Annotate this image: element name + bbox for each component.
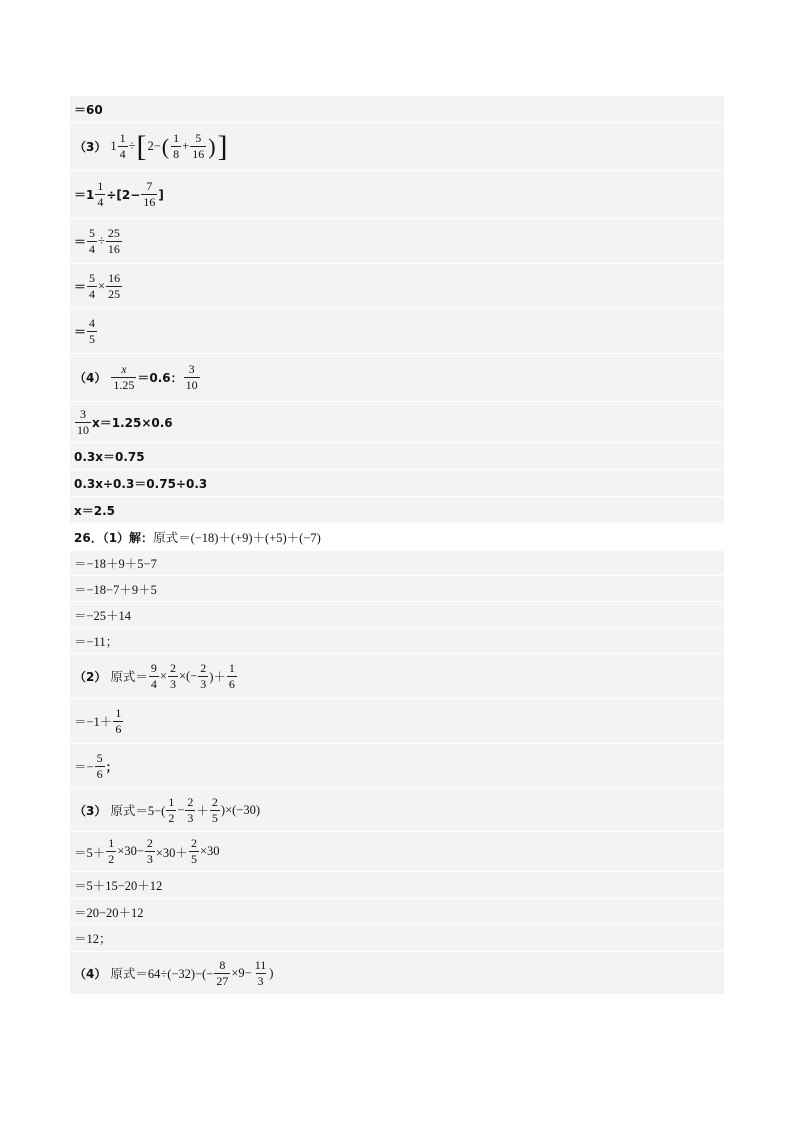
fraction: $\frac{11}{3}$ [254, 957, 267, 988]
fraction: $\frac{3}{10}$ [77, 406, 89, 437]
expression-text: ) [269, 965, 274, 980]
solution-sheet [70, 96, 724, 995]
fraction: $\frac{9}{4}$ [150, 660, 157, 691]
operator: ×30＋ [155, 845, 188, 860]
whole-number: 1 [86, 187, 95, 202]
step-text: ＝−11； [74, 634, 119, 649]
problem-4-line [70, 354, 724, 402]
expression-text: 原式＝ [110, 670, 148, 684]
step-line [70, 551, 724, 576]
fraction: $\frac{4}{5}$ [89, 315, 96, 346]
problem-label: （4） [74, 966, 107, 981]
fraction: $\frac{8}{27}$ [216, 957, 229, 988]
whole-number: 1 [110, 139, 117, 153]
expression-text: ＝5＋ [74, 845, 106, 860]
step-line [70, 402, 724, 443]
problem-label: （3） [74, 140, 107, 154]
step-line [70, 497, 724, 524]
right-bracket: ] [217, 129, 228, 163]
right-paren: ) [208, 133, 216, 159]
fraction: $\frac{7}{16}$ [143, 179, 156, 209]
equals-sign: ＝ [74, 279, 87, 294]
step-text: ＝12； [74, 932, 112, 946]
fraction: $\frac{5}{4}$ [89, 225, 96, 256]
operator: × [159, 668, 167, 683]
operator: ×9− [231, 965, 252, 980]
fraction: $\frac{1}{6}$ [228, 660, 235, 691]
operator: ×(− [178, 668, 198, 683]
step-line [70, 899, 724, 925]
step-text: 0.3x÷0.3＝0.75÷0.3 [74, 476, 208, 491]
problem-label: （4） [74, 371, 107, 385]
operator: ＋ [196, 804, 209, 818]
fraction: $\frac{25}{16}$ [107, 225, 120, 256]
problem-26-line [70, 524, 724, 551]
operator: ×30− [117, 844, 144, 858]
step-text: ＝60 [74, 102, 103, 117]
step-line [70, 264, 724, 309]
step-text: 0.3x＝0.75 [74, 449, 145, 464]
step-line [70, 470, 724, 497]
fraction: $\frac{1}{6}$ [115, 705, 122, 736]
problem-4b-line [70, 952, 724, 995]
equals-sign: ＝ [74, 324, 87, 339]
equals-sign: ＝ [74, 188, 87, 202]
operator: + [182, 139, 190, 153]
step-line [70, 96, 724, 123]
problem-label: （3） [74, 803, 107, 818]
expression-text: ×30 [199, 844, 220, 858]
expression-text: 原式＝64÷(−32)−(− [110, 967, 214, 981]
step-line [70, 699, 724, 744]
step-line [70, 219, 724, 264]
fraction: $\frac{1}{4}$ [97, 179, 104, 209]
expression-text: 原式＝5−( [110, 804, 166, 818]
step-text: ＝−25＋14 [74, 608, 132, 623]
fraction: $\frac{1}{4}$ [119, 131, 126, 161]
operator: − [153, 139, 161, 153]
expression-text: ] [158, 187, 164, 202]
step-line [70, 832, 724, 872]
expression-text: )×(−30) [220, 802, 260, 817]
fraction: $\frac{1}{2}$ [168, 794, 175, 825]
step-text: x＝2.5 [74, 503, 115, 518]
step-line [70, 576, 724, 602]
expression-text: ÷[2− [106, 187, 141, 202]
number: 2 [147, 139, 154, 153]
operator: ÷ [128, 139, 136, 153]
fraction: $\frac{1}{8}$ [173, 131, 180, 161]
step-line [70, 872, 724, 899]
expression-text: ； [105, 759, 118, 774]
expression-text: x＝1.25×0.6 [92, 415, 173, 430]
expression-text: 原式＝(−18)＋(+9)＋(+5)＋(−7) [153, 531, 321, 545]
operator: − [177, 802, 185, 817]
fraction: $\frac{2}{3}$ [146, 836, 153, 866]
step-text: ＝20−20＋12 [74, 905, 144, 920]
operator: × [98, 278, 106, 293]
fraction: $\frac{5}{4}$ [89, 270, 96, 301]
step-line [70, 171, 724, 219]
problem-2-line [70, 654, 724, 699]
step-line [70, 628, 724, 654]
fraction: $\frac{x}{1.25}$ [113, 362, 135, 392]
fraction: $\frac{1}{2}$ [108, 836, 115, 866]
equals-sign: ＝ [74, 234, 87, 249]
fraction: $\frac{2}{5}$ [211, 794, 218, 825]
expression-text: ＝−1＋ [74, 715, 113, 729]
fraction: $\frac{16}{25}$ [108, 270, 121, 301]
step-text: ＝−18＋9＋5−7 [74, 557, 157, 571]
step-line [70, 602, 724, 628]
fraction: $\frac{3}{10}$ [185, 362, 198, 392]
expression-text: ＝− [74, 760, 94, 774]
step-line [70, 309, 724, 354]
step-line [70, 744, 724, 789]
step-text: ＝−18−7＋9＋5 [74, 582, 157, 597]
fraction: $\frac{2}{3}$ [200, 660, 207, 691]
fraction: $\frac{5}{6}$ [96, 750, 103, 781]
step-text: ＝5＋15−20＋12 [74, 879, 163, 893]
operator: )＋ [209, 670, 226, 684]
problem-label: （2） [74, 669, 107, 684]
fraction: $\frac{5}{16}$ [192, 131, 205, 161]
fraction: $\frac{2}{3}$ [187, 794, 194, 825]
problem-3-line [70, 123, 724, 171]
operator: ÷ [98, 233, 105, 248]
left-paren: ( [161, 133, 170, 159]
expression-text: ＝0.6： [137, 371, 183, 385]
problem-3b-line [70, 789, 724, 832]
step-line [70, 443, 724, 470]
step-line [70, 925, 724, 952]
left-bracket: [ [136, 129, 147, 163]
fraction: $\frac{2}{5}$ [190, 836, 197, 866]
problem-label: 26．（1）解： [74, 530, 154, 545]
fraction: $\frac{2}{3}$ [169, 660, 176, 691]
